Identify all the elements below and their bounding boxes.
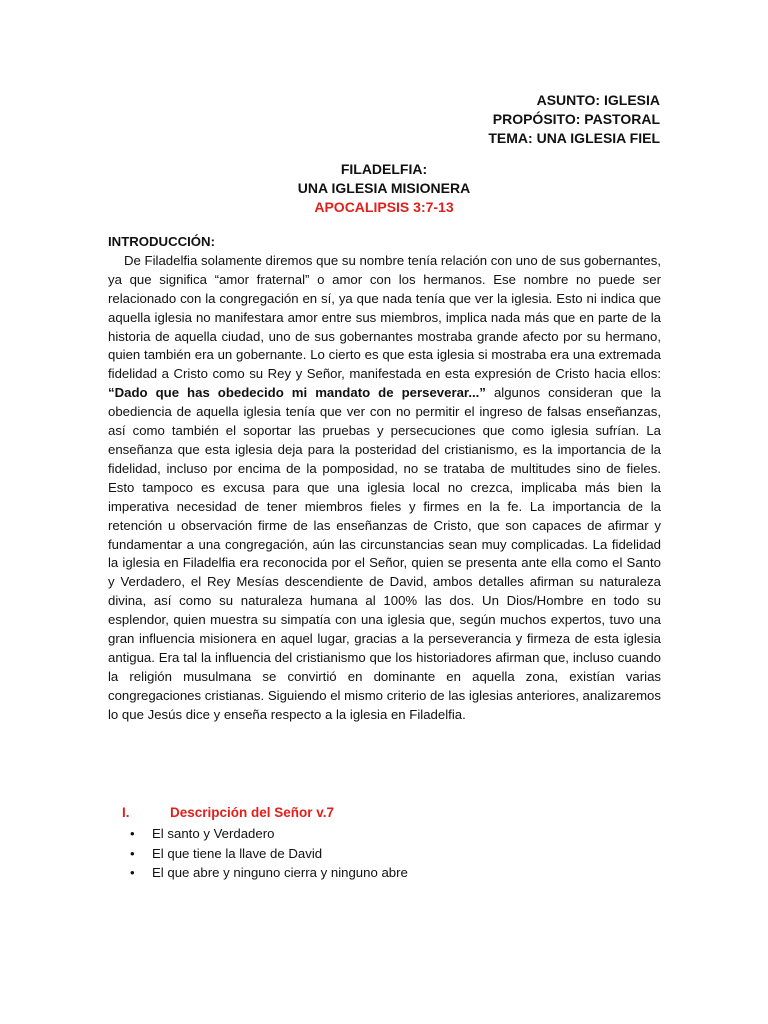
list-item-text: El que tiene la llave de David [152,845,323,861]
bullet-list [130,824,650,883]
section-title: Descripción del Señor v.7 [170,805,335,820]
meta-tema: TEMA: UNA IGLESIA FIEL [488,130,660,146]
meta-proposito: PROPÓSITO: PASTORAL [492,111,660,127]
title-line-2: UNA IGLESIA MISIONERA [297,180,471,196]
list-item [130,844,650,864]
intro-quote: “Dado que has obedecido mi mandato de perseverar...” [108,385,486,401]
bullet-icon: • [130,826,135,841]
intro-text-after-quote: algunos consideran que la obediencia de aquella iglesia tenía que ver con no permitir el ingreso de falsas enseñanzas, así como también el soportar las pruebas y persecuciones que como iglesia sufrían. La enseñanza que esta iglesia deja para la posteridad del cristianismo, es la importancia de la fidelidad, incluso por encima de la pomposidad, no se trataba de multitudes sino de fieles. Esto tampoco es excusa para que una iglesia local no crezca, implicaba más bien la imperativa necesidad de tener miembros fieles y firmes en la fe. La importancia de la retención u observación firme de las enseñanzas de Cristo, que son capaces de afirmar y fundamentar a una congregación, aún las circunstancias sean muy complicadas. La fidelidad la iglesia en Filadelfia era reconocida por el Señor, quien se presenta ante ella como el Santo y Verdadero, el Rey Mesías descendiente de David, ambos detalles afirman su naturaleza divina, así como su naturaleza humana al 100% las dos. Un Dios/Hombre en todo su esplendor, quien muestra su simpatía con una iglesia que, según muchos expertos, tuvo una gran influencia misionera en aquel lugar, gracias a la perseverancia y firmeza de esta iglesia antigua. Era tal la influencia del cristianismo que los historiadores afirman que, incluso cuando la religión musulmana se convirtió en dominante en aquella zona, existían varias congregaciones cristianas. Siguiendo el mismo criterio de las iglesias anteriores, analizaremos lo que Jesús dice y enseña respecto a la iglesia en Filadelfia. [108,385,661,722]
introduction-paragraph [108,252,661,725]
list-item [130,863,650,883]
bullet-icon: • [130,865,135,880]
introduction-heading: INTRODUCCIÓN: [108,234,215,249]
title-line-1: FILADELFIA: [340,161,428,177]
meta-asunto: ASUNTO: IGLESIA [536,92,660,108]
list-item [130,824,650,844]
bullet-icon: • [130,845,135,861]
document-meta [488,91,660,148]
section-heading [122,805,662,820]
title-block [0,160,768,217]
list-item-text: El que abre y ninguno cierra y ninguno abre [152,865,408,880]
section-number: I. [122,805,130,820]
scripture-reference: APOCALIPSIS 3:7-13 [314,199,454,215]
list-item-text: El santo y Verdadero [152,826,275,841]
intro-text-before-quote: De Filadelfia solamente diremos que su nombre tenía relación con uno de sus gobernantes, ya que significa “amor fraternal” o amor con los hermanos. Ese nombre no puede ser relacionado con la congregación en sí, ya que nada tenía que ver la iglesia. Esto ni indica que aquella iglesia no manifestara amor entre sus miembros, implica nada más que en parte de la historia de aquella ciudad, uno de sus gobernantes mostraba grande afecto por su hermano, quien también era un gobernante. Lo cierto es que esta iglesia si mostraba era una extremada fidelidad a Cristo como su Rey y Señor, manifestada en esta expresión de Cristo hacia ellos: [108,252,661,382]
introduction [108,233,661,725]
